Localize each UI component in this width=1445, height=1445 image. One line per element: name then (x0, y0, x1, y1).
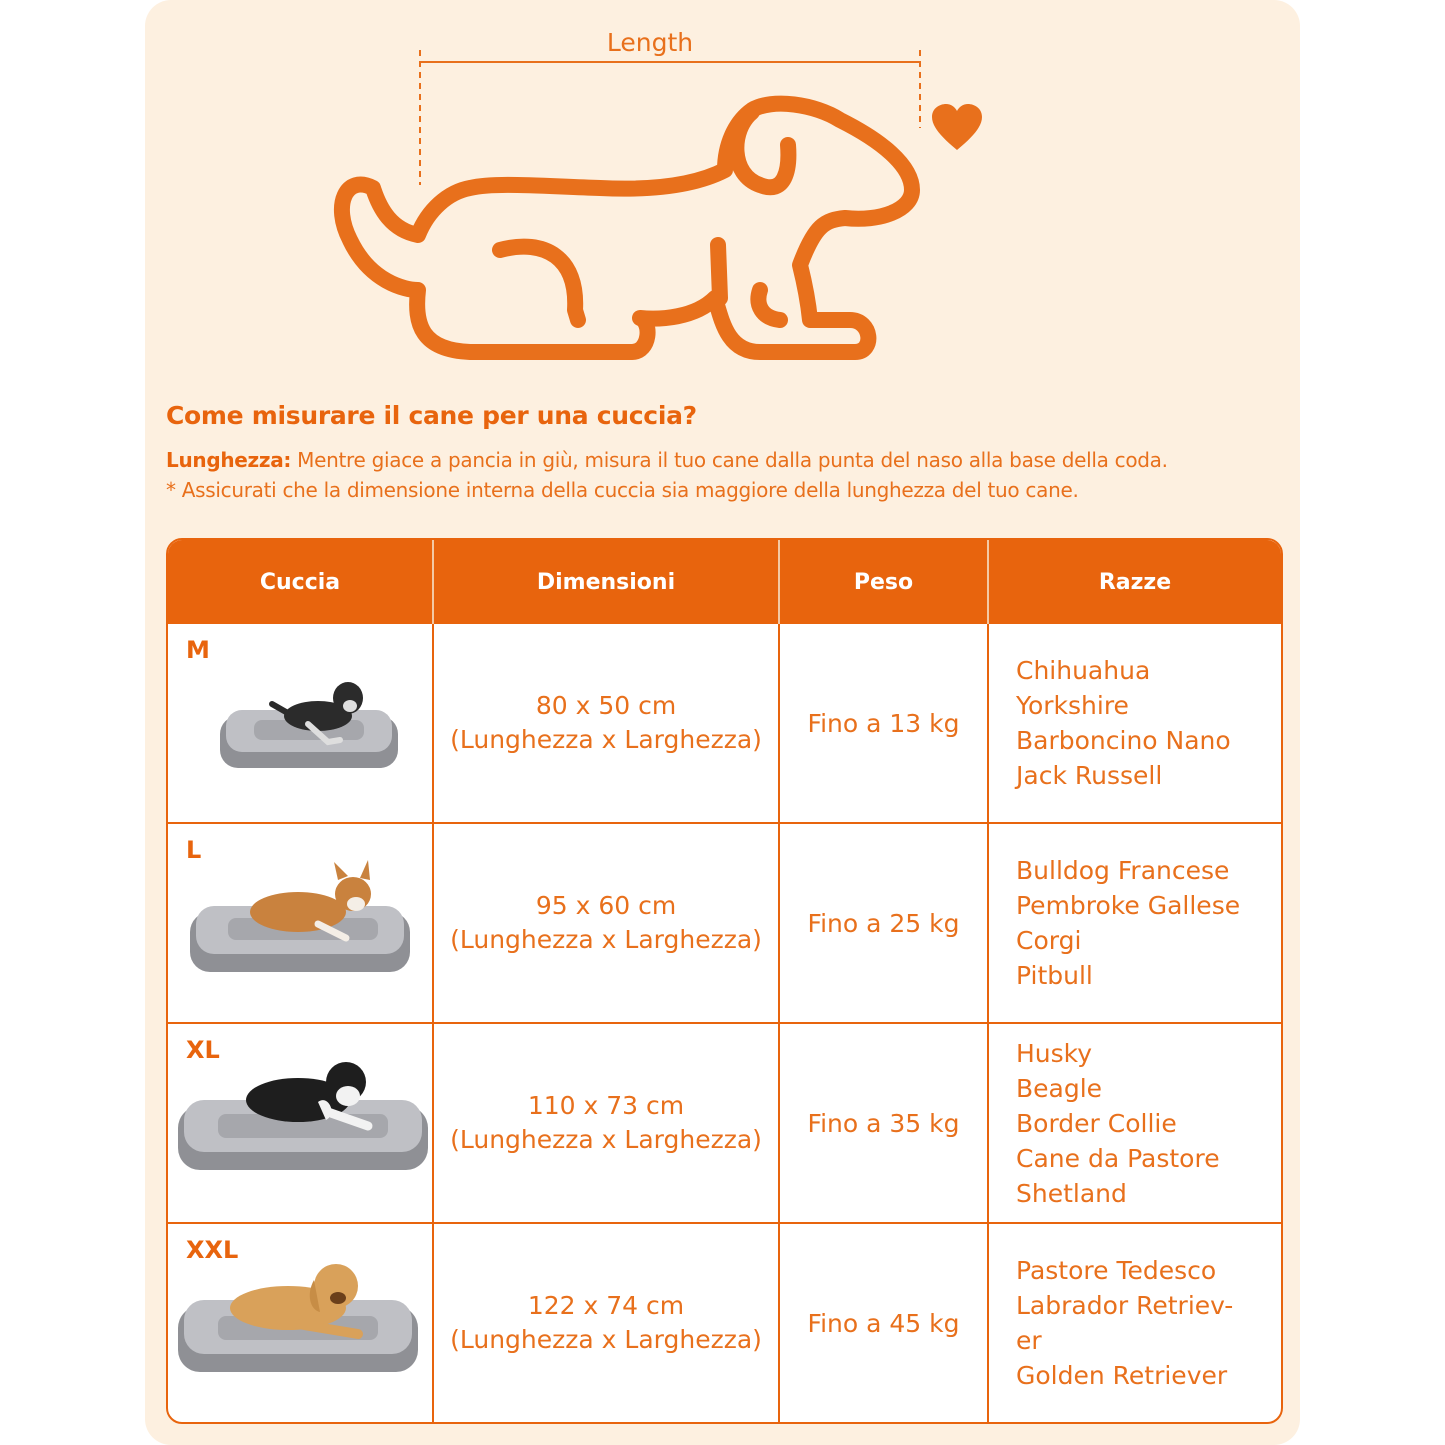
table-row (168, 624, 1281, 824)
breed-item: Pembroke Gallese (1016, 891, 1241, 920)
breeds-cell (989, 1024, 1281, 1224)
dimensions-note: (Lunghezza x Larghezza) (450, 725, 762, 754)
breeds-cell (989, 624, 1281, 824)
bed-cell (168, 1224, 434, 1422)
dimensions-cell (434, 624, 780, 824)
weight-cell: Fino a 45 kg (780, 1224, 989, 1422)
size-label: XXL (186, 1236, 239, 1264)
size-label: L (186, 836, 202, 864)
dimensions-cell (434, 824, 780, 1024)
bed-cell (168, 824, 434, 1024)
breed-item: Jack Russell (1016, 761, 1163, 790)
size-table (166, 538, 1283, 1424)
dimensions-note: (Lunghezza x Larghezza) (450, 1125, 762, 1154)
dog-outline-icon (342, 104, 912, 352)
weight-cell: Fino a 25 kg (780, 824, 989, 1024)
dimensions-note: (Lunghezza x Larghezza) (450, 925, 762, 954)
bed-cell (168, 1024, 434, 1224)
breed-item: Shetland (1016, 1178, 1127, 1208)
breeds-cell (989, 824, 1281, 1024)
dimensions-cell (434, 1224, 780, 1422)
breed-item: er (1016, 1326, 1042, 1355)
dog-bed-photo (168, 824, 430, 1020)
measure-description (166, 445, 1286, 505)
table-row (168, 824, 1281, 1024)
length-term: Lunghezza: (166, 448, 292, 472)
heart-icon (932, 104, 982, 150)
breed-list (1016, 1253, 1281, 1393)
breed-item: Bulldog Francese (1016, 856, 1230, 885)
header-peso: Peso (780, 540, 989, 624)
breed-list (1016, 853, 1281, 993)
header-razze: Razze (989, 540, 1281, 624)
breed-item: Chihuahua (1016, 656, 1151, 685)
dimensions-value: 80 x 50 cm (535, 691, 677, 720)
breed-item: Yorkshire (1016, 691, 1129, 720)
length-label: Length (606, 28, 694, 57)
page-title: Come misurare il cane per una cuccia? (166, 401, 697, 430)
breed-item: Cane da Pastore (1016, 1143, 1220, 1173)
breed-list (1016, 653, 1281, 793)
breed-item: Golden Retriever (1016, 1361, 1228, 1390)
dimensions-note: (Lunghezza x Larghezza) (450, 1325, 762, 1354)
breed-item: Pastore Tedesco (1016, 1256, 1217, 1285)
length-instructions: Mentre giace a pancia in giù, misura il tuo cane dalla punta del naso alla base della coda. (291, 448, 1168, 472)
dimensions-value: 122 x 74 cm (527, 1291, 685, 1320)
bed-cell (168, 624, 434, 824)
breed-item: Corgi (1016, 926, 1082, 955)
dimensions-cell (434, 1024, 780, 1224)
table-header-row (168, 540, 1281, 624)
table-row (168, 1024, 1281, 1224)
header-cuccia: Cuccia (168, 540, 434, 624)
measure-note: * Assicurati che la dimensione interna della cuccia sia maggiore della lunghezza del tuo cane. (166, 478, 1079, 502)
weight-cell: Fino a 13 kg (780, 624, 989, 824)
breed-list (1016, 1036, 1281, 1211)
breeds-cell (989, 1224, 1281, 1422)
header-dimensioni: Dimensioni (434, 540, 780, 624)
size-label: XL (186, 1036, 220, 1064)
table-row (168, 1224, 1281, 1422)
breed-item: Husky (1016, 1038, 1093, 1068)
weight-cell: Fino a 35 kg (780, 1024, 989, 1224)
breed-item: Barboncino Nano (1016, 726, 1231, 755)
size-label: M (186, 636, 210, 664)
breed-item: Border Collie (1016, 1108, 1177, 1138)
dog-measure-diagram (0, 0, 1445, 400)
dimensions-value: 110 x 73 cm (527, 1091, 685, 1120)
breed-item: Pitbull (1016, 961, 1093, 990)
dimensions-value: 95 x 60 cm (535, 891, 677, 920)
breed-item: Beagle (1016, 1073, 1103, 1103)
breed-item: Labrador Retriev- (1016, 1291, 1234, 1320)
